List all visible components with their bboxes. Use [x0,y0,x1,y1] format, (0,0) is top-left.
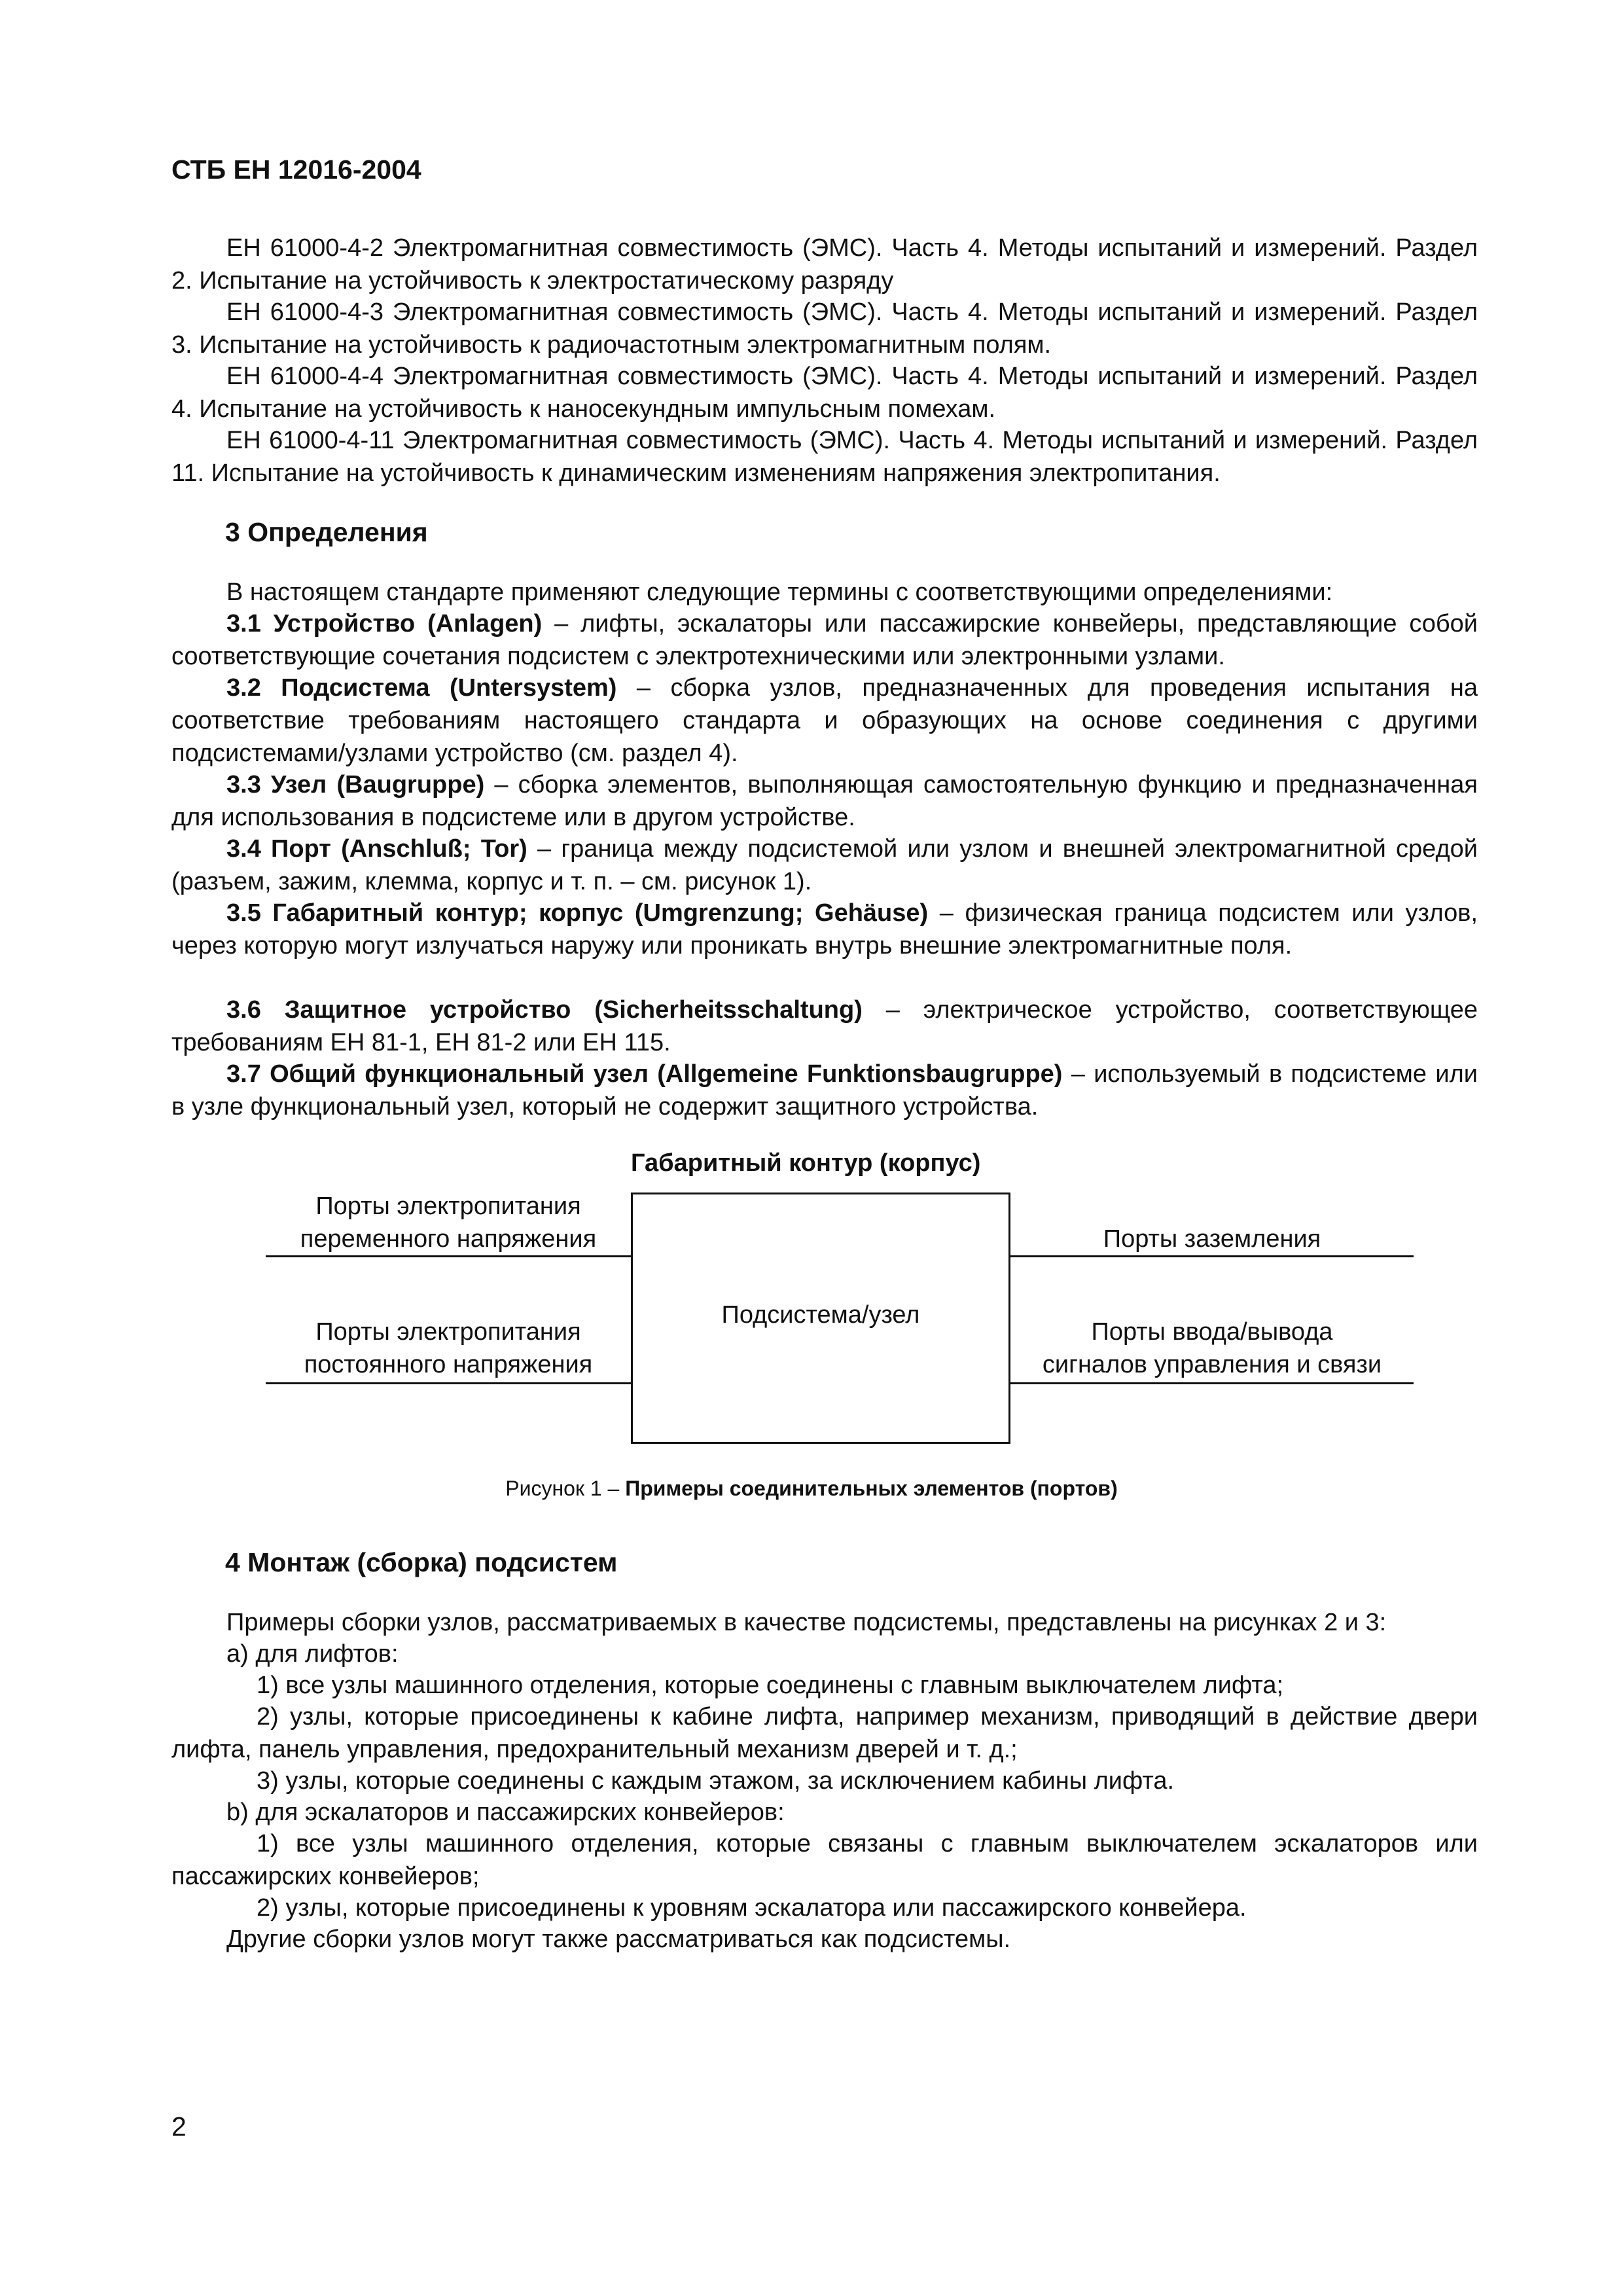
body-text: 2) узлы, которые присоединены к уровням эскалатора или пассажирского конвейера. [257,1894,1247,1922]
earth-port-line [1010,1255,1414,1257]
term-definition [171,768,1478,834]
term-text: – физическая граница подсистем или узлов, через которую могут излучаться наружу или проникать внутрь внешние электромагнитные поля. [171,899,1478,960]
figure-caption [0,1477,1623,1501]
term-title: 3.2 Подсистема (Untersystem) [226,674,617,702]
term-definition [171,672,1478,770]
body-line [171,1796,1478,1829]
body-line [171,1765,1478,1797]
body-line [171,1827,1478,1893]
body-text: 1) все узлы машинного отделения, которые связаны с главным выключателем эскалаторов или пассажирских конвейеров; [171,1830,1478,1890]
label-line: Порты электропитания [315,1318,581,1346]
ref-paragraph [171,360,1478,425]
term-title: 3.5 Габаритный контур; корпус (Umgrenzung; Gehäuse) [226,899,929,927]
ref-text: ЕН 61000-4-2 Электромагнитная совместимость (ЭМС). Часть 4. Методы испытаний и измерений. Раздел 2. Испытание на устойчивость к электростатическому разряду [171,234,1478,295]
term-title: 3.7 Общий функциональный узел (Allgemeine Funktionsbaugruppe) [226,1060,1063,1088]
subsystem-label: Подсистема/узел [721,1301,920,1329]
ref-text: ЕН 61000-4-11 Электромагнитная совместимость (ЭМС). Часть 4. Методы испытаний и измерений. Раздел 11. Испытание на устойчивость к динамическим изменениям напряжения электропитания. [171,427,1478,487]
term-text: – сборка узлов, предназначенных для проведения испытания на соответствие требованиям настоящего стандарта и образующих на основе соединения с другими подсистемами/узлами устройство (см. раздел 4). [171,674,1478,767]
body-text: 3) узлы, которые соединены с каждым этажом, за исключением кабины лифта. [257,1767,1175,1795]
body-line [171,1892,1478,1924]
body-text: 2) узлы, которые присоединены к кабине лифта, например механизм, приводящий в действие двери лифта, панель управления, предохранительный механизм дверей и т. д.; [171,1703,1478,1763]
term-definition [171,994,1478,1059]
section-heading: 3 Определения [225,517,428,547]
signal-port-line [1010,1382,1414,1384]
dc-power-port-label [266,1316,631,1381]
term-definition [171,1058,1478,1123]
term-title: 3.4 Порт (Anschluß; Tor) [226,835,527,863]
document-id: СТБ ЕН 12016-2004 [171,154,421,185]
label-line: Порты электропитания [315,1193,581,1220]
ac-power-port-line [266,1255,631,1257]
term-definition [171,897,1478,962]
dc-power-port-line [266,1382,631,1384]
section-heading: 4 Монтаж (сборка) подсистем [225,1547,618,1577]
page-number: 2 [171,2111,187,2142]
ref-paragraph [171,296,1478,361]
figure-title: Габаритный контур (корпус) [631,1149,981,1177]
label-line: Порты ввода/вывода [1091,1318,1333,1346]
term-definition [171,607,1478,673]
term-text: – используемый в подсистеме или в узле функциональный узел, который не содержит защитного устройства. [171,1060,1478,1121]
body-text: 1) все узлы машинного отделения, которые соединены с главным выключателем лифта; [257,1672,1284,1699]
body-line [171,1700,1478,1766]
ac-power-port-label [266,1190,631,1255]
label-line: переменного напряжения [300,1225,597,1253]
signal-port-label [1010,1316,1414,1381]
term-text: – лифты, эскалаторы или пассажирские конвейеры, представляющие собой соответствующие сочетания подсистем с электротехническими или электронными узлами. [171,610,1478,670]
term-text: – граница между подсистемой или узлом и внешней электромагнитной средой (разъем, зажим, клемма, корпус и т. п. – см. рисунок 1). [171,835,1478,895]
body-line [171,1606,1478,1639]
label-line: сигналов управления и связи [1042,1351,1382,1378]
body-text: b) для эскалаторов и пассажирских конвейеров: [226,1799,785,1826]
body-text: Примеры сборки узлов, рассматриваемых в качестве подсистемы, представлены на рисунках 2 и 3: [226,1609,1387,1636]
term-title: 3.6 Защитное устройство (Sicherheitsschaltung) [226,996,863,1024]
ref-text: ЕН 61000-4-3 Электромагнитная совместимость (ЭМС). Часть 4. Методы испытаний и измерений. Раздел 3. Испытание на устойчивость к радиочастотным электромагнитным полям. [171,298,1478,359]
ref-text: ЕН 61000-4-4 Электромагнитная совместимость (ЭМС). Часть 4. Методы испытаний и измерений. Раздел 4. Испытание на устойчивость к наносекундным импульсным помехам. [171,363,1478,423]
term-title: 3.1 Устройство (Anlagen) [226,610,543,637]
ref-paragraph [171,232,1478,297]
term-text: – сборка элементов, выполняющая самостоятельную функцию и предназначенная для использования в подсистеме или в другом устройстве. [171,771,1478,831]
ref-paragraph [171,424,1478,490]
term-definition [171,833,1478,898]
section-intro [171,576,1478,609]
body-line [171,1638,1478,1670]
term-text: – электрическое устройство, соответствующее требованиям ЕН 81-1, ЕН 81-2 или ЕН 115. [171,996,1478,1056]
intro-text: В настоящем стандарте применяют следующие термины с соответствующими определениями: [226,579,1333,606]
body-line [171,1923,1478,1956]
label-line: постоянного напряжения [304,1351,593,1378]
term-title: 3.3 Узел (Baugruppe) [226,771,485,798]
body-text: а) для лифтов: [226,1640,399,1668]
body-line [171,1669,1478,1702]
body-text: Другие сборки узлов могут также рассматриваться как подсистемы. [226,1926,1011,1953]
earth-port-label: Порты заземления [1103,1225,1321,1253]
caption-text: Примеры соединительных элементов (портов) [625,1477,1118,1500]
caption-prefix: Рисунок 1 – [505,1477,626,1500]
